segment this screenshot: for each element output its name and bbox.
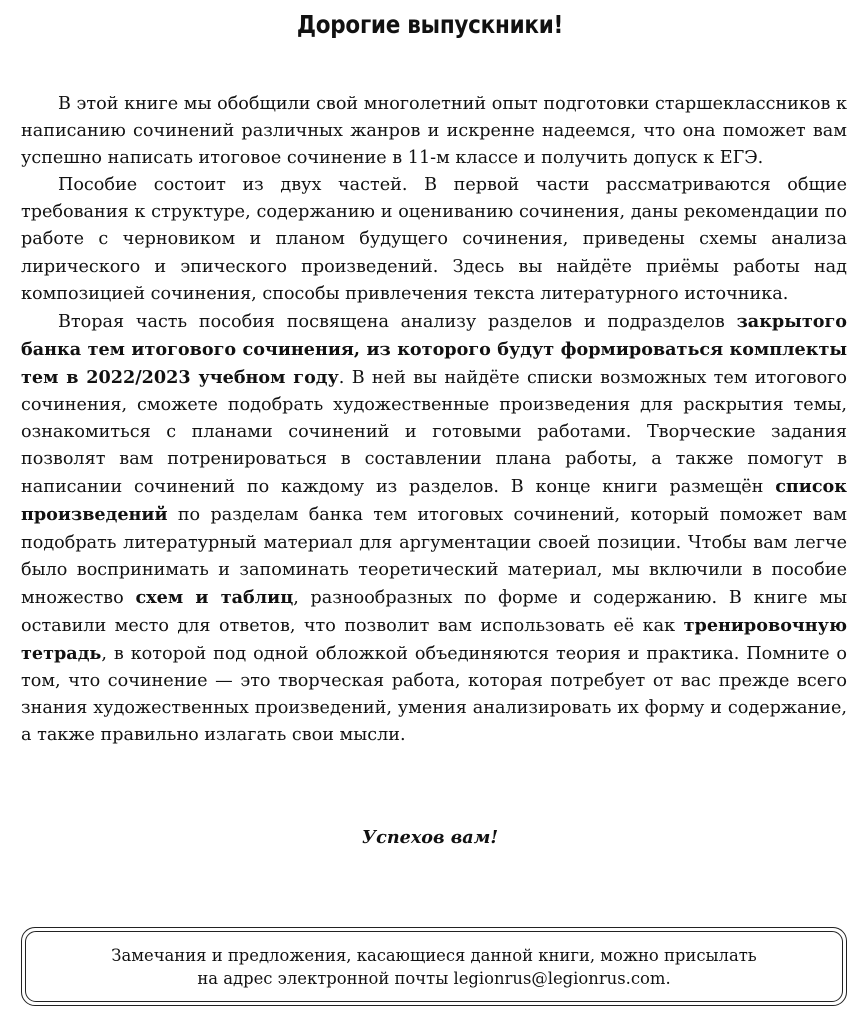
notice-line-2: на адрес электронной почты legionrus@legionrus.com. xyxy=(197,968,671,988)
notice-box xyxy=(25,931,843,1002)
text-segment: , в которой под одной обложкой объединяются теория и практика. Помните о том, что сочинение — это творческая работа, которая потребует от вас прежде всего знания художественных произведений, умения анализировать их форму и содержание, а также правильно излагать свои мысли. xyxy=(21,643,847,746)
bold-phrase-works-list: список произведений xyxy=(21,476,847,526)
text-segment: по разделам банка тем итоговых сочинений, который поможет вам подобрать литературный материал для аргументации своей позиции. Чтобы вам легче было воспринимать и запоминать теоретический материал, мы включили в пособие множество xyxy=(21,505,847,608)
preface-body xyxy=(21,91,847,749)
paragraph-intro: В этой книге мы обобщили свой многолетний опыт подготовки старшеклассников к написанию сочинений различных жанров и искренне надеемся, что она поможет вам успешно написать итоговое сочинение в 11-м классе и получить допуск к ЕГЭ. xyxy=(21,94,847,169)
bold-phrase-closed-bank: закрытого банка тем итогового сочинения, из которого будут формироваться комплекты тем в 2022/2023 учебном году xyxy=(21,310,847,388)
paragraph-second-part xyxy=(21,308,847,750)
text-segment: Вторая часть пособия посвящена анализу разделов и подразделов xyxy=(58,311,737,332)
text-segment: , разнообразных по форме и содержанию. В книге мы оставили место для ответов, что позволит вам использовать её как xyxy=(21,587,848,636)
closing-wish: Успехов вам! xyxy=(361,827,499,848)
paragraph-first-part: Пособие состоит из двух частей. В первой части рассматриваются общие требования к структуре, содержанию и оцениванию сочинения, даны рекомендации по работе с черновиком и планом будущего сочинения, приведены схемы анализа лирического и эпического произведений. Здесь вы найдёте приёмы работы над композицией сочинения, способы привлечения текста литературного источника. xyxy=(21,175,847,304)
bold-phrase-workbook: тренировочную тетрадь xyxy=(21,614,847,664)
notice-line-1: Замечания и предложения, касающиеся данной книги, можно присылать xyxy=(111,945,757,965)
text-segment: . В ней вы найдёте списки возможных тем итогового сочинения, сможете подобрать художественные произведения для раскрытия темы, ознакомиться с планами сочинений и готовыми работами. Творческие задания позволят вам потренироваться в составлении плана работы, а также помогут в написании сочинений по каждому из разделов. В конце книги размещён xyxy=(21,367,847,498)
bold-phrase-schemes-tables: схем и таблиц xyxy=(135,586,294,608)
page-title: Дорогие выпускники! xyxy=(296,10,564,39)
